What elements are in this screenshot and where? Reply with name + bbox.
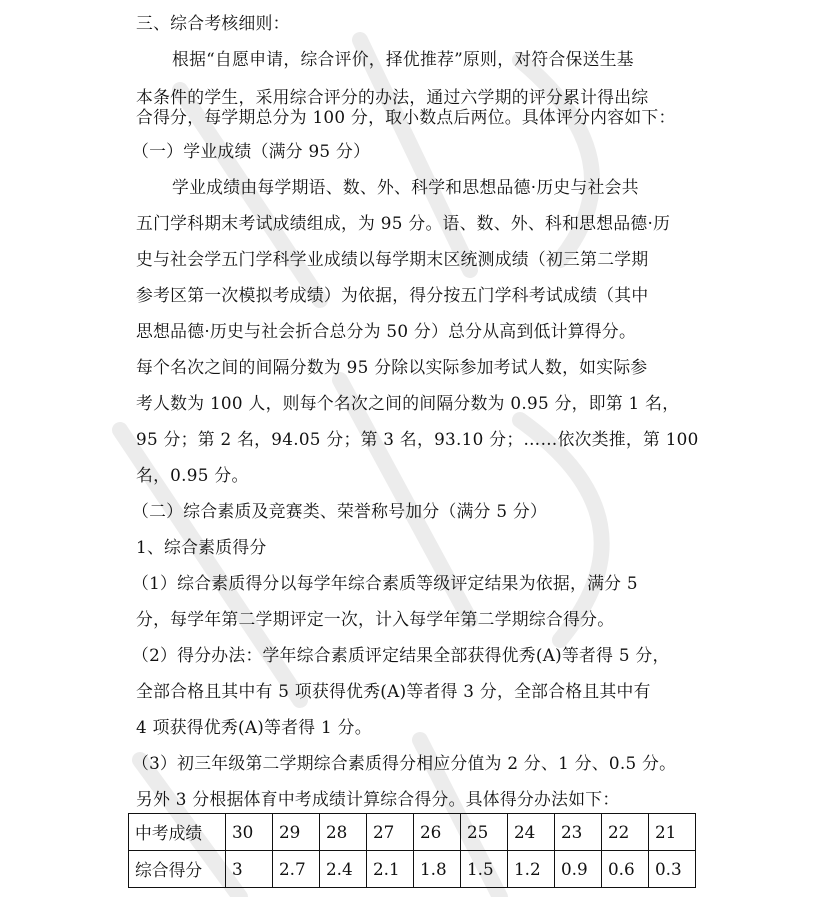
paragraph-line: （3）初三年级第二学期综合素质得分相应分值为 2 分、1 分、0.5 分。: [132, 753, 677, 773]
paragraph-line: 思想品德·历史与社会折合总分为 50 分）总分从高到低计算得分。: [136, 321, 637, 341]
subsection-heading: 1、综合素质得分: [136, 537, 267, 557]
table-cell: 1.2: [508, 851, 555, 888]
paragraph-line: （1）综合素质得分以每学年综合素质等级评定结果为依据，满分 5: [132, 573, 638, 593]
paragraph-line: 考人数为 100 人，则每个名次之间的间隔分数为 0.95 分，即第 1 名，: [136, 393, 680, 413]
paragraph-line: 五门学科期末考试成绩组成，为 95 分。语、数、外、科和思想品德·历: [136, 213, 671, 233]
table-cell: 22: [602, 814, 649, 851]
score-conversion-table: [128, 813, 696, 888]
section-heading: 三、综合考核细则：: [136, 13, 290, 33]
subsection-heading: （二）综合素质及竞赛类、荣誉称号加分（满分 5 分）: [132, 501, 548, 521]
paragraph-line: 本条件的学生，采用综合评分的办法，通过六学期的评分累计得出综: [136, 87, 649, 107]
table-cell: 0.9: [555, 851, 602, 888]
row-header-pe-score: 中考成绩: [129, 814, 226, 851]
paragraph-line: 全部合格且其中有 5 项获得优秀(A)等者得 3 分，全部合格且其中有: [136, 681, 651, 701]
table-cell: 2.1: [367, 851, 414, 888]
table-cell: 1.5: [461, 851, 508, 888]
paragraph-line: 名，0.95 分。: [136, 465, 249, 485]
subsection-heading: （一）学业成绩（满分 95 分）: [132, 141, 371, 161]
table-cell: 3: [226, 851, 273, 888]
paragraph-line: （2）得分办法：学年综合素质评定结果全部获得优秀(A)等者得 5 分，: [132, 645, 670, 665]
paragraph-line: 参考区第一次模拟考成绩）为依据，得分按五门学科考试成绩（其中: [136, 285, 649, 305]
paragraph-line: 95 分；第 2 名，94.05 分；第 3 名，93.10 分；……依次类推，第 100: [136, 429, 699, 449]
paragraph-line: 根据“自愿申请，综合评价，择优推荐”原则，对符合保送生基: [172, 49, 634, 69]
table-cell: 28: [320, 814, 367, 851]
paragraph-line: 每个名次之间的间隔分数为 95 分除以实际参加考试人数，如实际参: [136, 357, 648, 377]
paragraph-line: 合得分，每学期总分为 100 分，取小数点后两位。具体评分内容如下：: [136, 107, 676, 127]
table-cell: 25: [461, 814, 508, 851]
paragraph-line: 分，每学年第二学期评定一次，计入每学年第二学期综合得分。: [136, 609, 615, 629]
table-cell: 30: [226, 814, 273, 851]
table-cell: 0.3: [649, 851, 696, 888]
table-cell: 29: [273, 814, 320, 851]
table-cell: 27: [367, 814, 414, 851]
table-cell: 26: [414, 814, 461, 851]
table-row: [129, 851, 696, 888]
table-cell: 2.7: [273, 851, 320, 888]
table-cell: 1.8: [414, 851, 461, 888]
table-cell: 24: [508, 814, 555, 851]
table-cell: 2.4: [320, 851, 367, 888]
paragraph-line: 学业成绩由每学期语、数、外、科学和思想品德·历史与社会共: [172, 177, 639, 197]
paragraph-line: 另外 3 分根据体育中考成绩计算综合得分。具体得分办法如下：: [136, 789, 620, 809]
table-cell: 23: [555, 814, 602, 851]
paragraph-line: 4 项获得优秀(A)等者得 1 分。: [136, 717, 372, 737]
table-cell: 21: [649, 814, 696, 851]
paragraph-line: 史与社会学五门学科学业成绩以每学期末区统测成绩（初三第二学期: [136, 249, 649, 269]
table-row: [129, 814, 696, 851]
row-header-composite-score: 综合得分: [129, 851, 226, 888]
table-cell: 0.6: [602, 851, 649, 888]
